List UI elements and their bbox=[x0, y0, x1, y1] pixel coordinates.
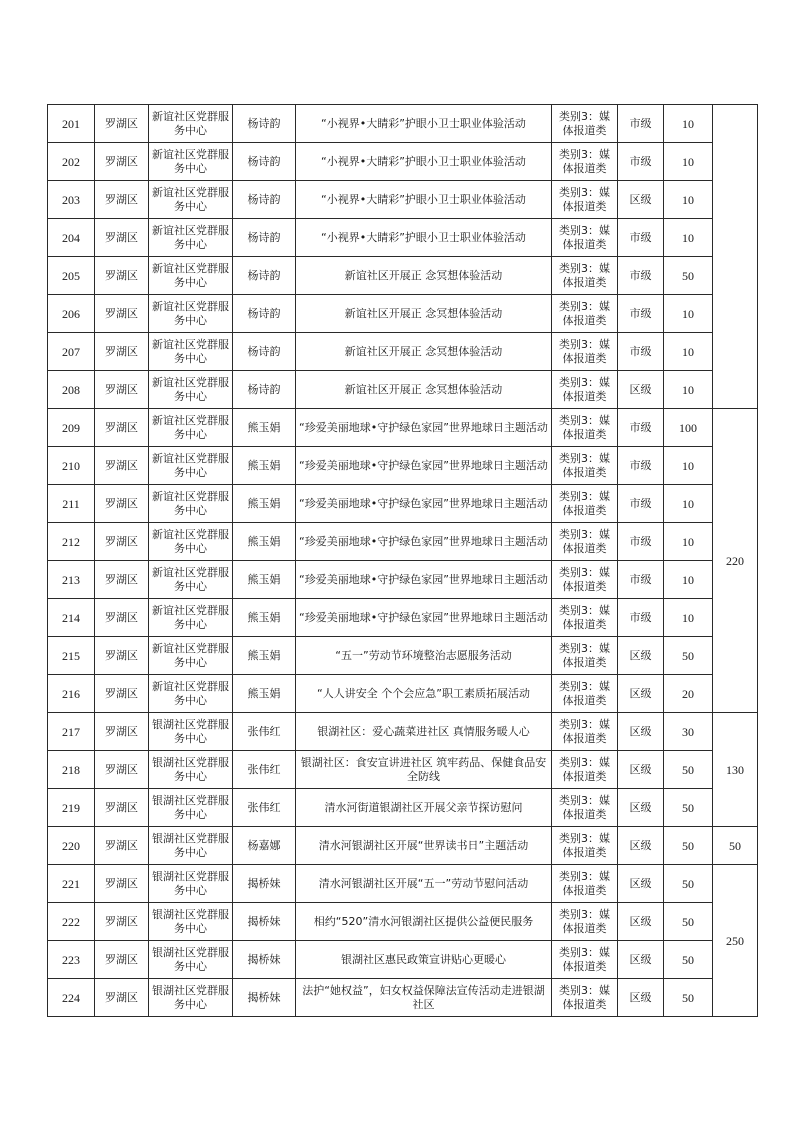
score-cell: 50 bbox=[664, 979, 713, 1017]
person-cell: 熊玉娟 bbox=[233, 523, 296, 561]
score-cell: 50 bbox=[664, 827, 713, 865]
row-number: 203 bbox=[48, 181, 95, 219]
person-cell: 熊玉娟 bbox=[233, 675, 296, 713]
organization-cell: 银湖社区党群服务中心 bbox=[149, 713, 233, 751]
table-row bbox=[48, 637, 758, 675]
row-number: 223 bbox=[48, 941, 95, 979]
table-row bbox=[48, 865, 758, 903]
level-cell: 区级 bbox=[618, 371, 664, 409]
category-cell: 类别3：媒体报道类 bbox=[552, 447, 618, 485]
district-cell: 罗湖区 bbox=[95, 257, 149, 295]
person-cell: 杨诗韵 bbox=[233, 143, 296, 181]
level-cell: 区级 bbox=[618, 865, 664, 903]
level-cell: 区级 bbox=[618, 979, 664, 1017]
score-cell: 50 bbox=[664, 941, 713, 979]
category-cell: 类别3：媒体报道类 bbox=[552, 485, 618, 523]
score-cell: 10 bbox=[664, 447, 713, 485]
activity-title-cell: “小视界•大睛彩”护眼小卫士职业体验活动 bbox=[296, 181, 552, 219]
score-cell: 10 bbox=[664, 143, 713, 181]
row-number: 213 bbox=[48, 561, 95, 599]
score-cell: 10 bbox=[664, 181, 713, 219]
organization-cell: 新谊社区党群服务中心 bbox=[149, 219, 233, 257]
organization-cell: 银湖社区党群服务中心 bbox=[149, 865, 233, 903]
person-cell: 杨嘉娜 bbox=[233, 827, 296, 865]
district-cell: 罗湖区 bbox=[95, 333, 149, 371]
score-cell: 10 bbox=[664, 333, 713, 371]
category-cell: 类别3：媒体报道类 bbox=[552, 219, 618, 257]
district-cell: 罗湖区 bbox=[95, 105, 149, 143]
district-cell: 罗湖区 bbox=[95, 181, 149, 219]
activity-title-cell: 清水河银湖社区开展“五一”劳动节慰问活动 bbox=[296, 865, 552, 903]
table-row bbox=[48, 105, 758, 143]
category-cell: 类别3：媒体报道类 bbox=[552, 409, 618, 447]
activity-title-cell: 清水河街道银湖社区开展父亲节探访慰问 bbox=[296, 789, 552, 827]
table-row bbox=[48, 523, 758, 561]
organization-cell: 银湖社区党群服务中心 bbox=[149, 903, 233, 941]
person-cell: 揭桥妹 bbox=[233, 979, 296, 1017]
score-cell: 10 bbox=[664, 105, 713, 143]
level-cell: 区级 bbox=[618, 941, 664, 979]
person-cell: 杨诗韵 bbox=[233, 219, 296, 257]
table-row bbox=[48, 561, 758, 599]
row-number: 206 bbox=[48, 295, 95, 333]
category-cell: 类别3：媒体报道类 bbox=[552, 979, 618, 1017]
score-cell: 30 bbox=[664, 713, 713, 751]
row-number: 209 bbox=[48, 409, 95, 447]
district-cell: 罗湖区 bbox=[95, 561, 149, 599]
person-cell: 张伟红 bbox=[233, 751, 296, 789]
row-number: 207 bbox=[48, 333, 95, 371]
category-cell: 类别3：媒体报道类 bbox=[552, 903, 618, 941]
person-cell: 熊玉娟 bbox=[233, 485, 296, 523]
table-row bbox=[48, 447, 758, 485]
district-cell: 罗湖区 bbox=[95, 295, 149, 333]
activity-title-cell: 新谊社区开展正 念冥想体验活动 bbox=[296, 257, 552, 295]
activity-title-cell: 法护“她权益”，妇女权益保障法宣传活动走进银湖社区 bbox=[296, 979, 552, 1017]
person-cell: 揭桥妹 bbox=[233, 941, 296, 979]
category-cell: 类别3：媒体报道类 bbox=[552, 713, 618, 751]
organization-cell: 新谊社区党群服务中心 bbox=[149, 485, 233, 523]
group-total-cell: 250 bbox=[713, 865, 758, 1017]
category-cell: 类别3：媒体报道类 bbox=[552, 751, 618, 789]
row-number: 222 bbox=[48, 903, 95, 941]
category-cell: 类别3：媒体报道类 bbox=[552, 865, 618, 903]
score-cell: 10 bbox=[664, 523, 713, 561]
organization-cell: 银湖社区党群服务中心 bbox=[149, 827, 233, 865]
level-cell: 市级 bbox=[618, 447, 664, 485]
records-table bbox=[47, 104, 758, 1017]
activity-title-cell: “珍爱美丽地球•守护绿色家园”世界地球日主题活动 bbox=[296, 447, 552, 485]
row-number: 224 bbox=[48, 979, 95, 1017]
row-number: 220 bbox=[48, 827, 95, 865]
organization-cell: 银湖社区党群服务中心 bbox=[149, 789, 233, 827]
activity-title-cell: 银湖社区：食安宣讲进社区 筑牢药品、保健食品安全防线 bbox=[296, 751, 552, 789]
level-cell: 区级 bbox=[618, 789, 664, 827]
activity-title-cell: “珍爱美丽地球•守护绿色家园”世界地球日主题活动 bbox=[296, 485, 552, 523]
row-number: 221 bbox=[48, 865, 95, 903]
row-number: 216 bbox=[48, 675, 95, 713]
category-cell: 类别3：媒体报道类 bbox=[552, 333, 618, 371]
organization-cell: 银湖社区党群服务中心 bbox=[149, 979, 233, 1017]
organization-cell: 新谊社区党群服务中心 bbox=[149, 599, 233, 637]
person-cell: 杨诗韵 bbox=[233, 295, 296, 333]
row-number: 218 bbox=[48, 751, 95, 789]
district-cell: 罗湖区 bbox=[95, 713, 149, 751]
activity-title-cell: “小视界•大睛彩”护眼小卫士职业体验活动 bbox=[296, 219, 552, 257]
score-cell: 100 bbox=[664, 409, 713, 447]
row-number: 219 bbox=[48, 789, 95, 827]
category-cell: 类别3：媒体报道类 bbox=[552, 827, 618, 865]
organization-cell: 银湖社区党群服务中心 bbox=[149, 941, 233, 979]
district-cell: 罗湖区 bbox=[95, 979, 149, 1017]
activity-title-cell: 相约“520”清水河银湖社区提供公益便民服务 bbox=[296, 903, 552, 941]
district-cell: 罗湖区 bbox=[95, 371, 149, 409]
organization-cell: 新谊社区党群服务中心 bbox=[149, 257, 233, 295]
district-cell: 罗湖区 bbox=[95, 903, 149, 941]
level-cell: 市级 bbox=[618, 257, 664, 295]
organization-cell: 新谊社区党群服务中心 bbox=[149, 143, 233, 181]
level-cell: 区级 bbox=[618, 713, 664, 751]
level-cell: 区级 bbox=[618, 675, 664, 713]
activity-title-cell: 银湖社区惠民政策宣讲贴心更暖心 bbox=[296, 941, 552, 979]
row-number: 217 bbox=[48, 713, 95, 751]
activity-title-cell: “珍爱美丽地球•守护绿色家园”世界地球日主题活动 bbox=[296, 409, 552, 447]
level-cell: 市级 bbox=[618, 143, 664, 181]
organization-cell: 新谊社区党群服务中心 bbox=[149, 637, 233, 675]
organization-cell: 新谊社区党群服务中心 bbox=[149, 447, 233, 485]
person-cell: 杨诗韵 bbox=[233, 333, 296, 371]
table-row bbox=[48, 143, 758, 181]
person-cell: 杨诗韵 bbox=[233, 371, 296, 409]
organization-cell: 新谊社区党群服务中心 bbox=[149, 561, 233, 599]
table-row bbox=[48, 979, 758, 1017]
district-cell: 罗湖区 bbox=[95, 409, 149, 447]
organization-cell: 新谊社区党群服务中心 bbox=[149, 675, 233, 713]
table-row bbox=[48, 713, 758, 751]
score-cell: 10 bbox=[664, 485, 713, 523]
person-cell: 张伟红 bbox=[233, 713, 296, 751]
score-cell: 50 bbox=[664, 903, 713, 941]
category-cell: 类别3：媒体报道类 bbox=[552, 675, 618, 713]
district-cell: 罗湖区 bbox=[95, 523, 149, 561]
score-cell: 50 bbox=[664, 865, 713, 903]
row-number: 202 bbox=[48, 143, 95, 181]
category-cell: 类别3：媒体报道类 bbox=[552, 295, 618, 333]
record-sheet bbox=[47, 104, 758, 1017]
score-cell: 10 bbox=[664, 599, 713, 637]
category-cell: 类别3：媒体报道类 bbox=[552, 143, 618, 181]
district-cell: 罗湖区 bbox=[95, 219, 149, 257]
table-row bbox=[48, 789, 758, 827]
level-cell: 市级 bbox=[618, 105, 664, 143]
level-cell: 市级 bbox=[618, 523, 664, 561]
district-cell: 罗湖区 bbox=[95, 675, 149, 713]
score-cell: 10 bbox=[664, 295, 713, 333]
person-cell: 张伟红 bbox=[233, 789, 296, 827]
group-total-cell: 50 bbox=[713, 827, 758, 865]
table-row bbox=[48, 371, 758, 409]
table-row bbox=[48, 941, 758, 979]
score-cell: 50 bbox=[664, 637, 713, 675]
person-cell: 熊玉娟 bbox=[233, 409, 296, 447]
group-total-cell: 130 bbox=[713, 713, 758, 827]
district-cell: 罗湖区 bbox=[95, 751, 149, 789]
score-cell: 10 bbox=[664, 371, 713, 409]
person-cell: 揭桥妹 bbox=[233, 903, 296, 941]
table-row bbox=[48, 675, 758, 713]
level-cell: 区级 bbox=[618, 637, 664, 675]
activity-title-cell: 新谊社区开展正 念冥想体验活动 bbox=[296, 333, 552, 371]
category-cell: 类别3：媒体报道类 bbox=[552, 105, 618, 143]
table-row bbox=[48, 827, 758, 865]
row-number: 208 bbox=[48, 371, 95, 409]
level-cell: 市级 bbox=[618, 599, 664, 637]
row-number: 214 bbox=[48, 599, 95, 637]
table-row bbox=[48, 333, 758, 371]
category-cell: 类别3：媒体报道类 bbox=[552, 599, 618, 637]
activity-title-cell: “小视界•大睛彩”护眼小卫士职业体验活动 bbox=[296, 105, 552, 143]
district-cell: 罗湖区 bbox=[95, 941, 149, 979]
level-cell: 市级 bbox=[618, 485, 664, 523]
person-cell: 揭桥妹 bbox=[233, 865, 296, 903]
category-cell: 类别3：媒体报道类 bbox=[552, 561, 618, 599]
district-cell: 罗湖区 bbox=[95, 447, 149, 485]
person-cell: 熊玉娟 bbox=[233, 447, 296, 485]
organization-cell: 新谊社区党群服务中心 bbox=[149, 295, 233, 333]
district-cell: 罗湖区 bbox=[95, 485, 149, 523]
activity-title-cell: 银湖社区：爱心蔬菜进社区 真情服务暖人心 bbox=[296, 713, 552, 751]
person-cell: 熊玉娟 bbox=[233, 637, 296, 675]
activity-title-cell: “人人讲安全 个个会应急”职工素质拓展活动 bbox=[296, 675, 552, 713]
level-cell: 市级 bbox=[618, 295, 664, 333]
score-cell: 10 bbox=[664, 561, 713, 599]
level-cell: 区级 bbox=[618, 181, 664, 219]
table-row bbox=[48, 751, 758, 789]
table-row bbox=[48, 181, 758, 219]
activity-title-cell: 新谊社区开展正 念冥想体验活动 bbox=[296, 295, 552, 333]
organization-cell: 新谊社区党群服务中心 bbox=[149, 181, 233, 219]
table-body bbox=[48, 105, 758, 1017]
person-cell: 杨诗韵 bbox=[233, 105, 296, 143]
row-number: 205 bbox=[48, 257, 95, 295]
person-cell: 杨诗韵 bbox=[233, 257, 296, 295]
district-cell: 罗湖区 bbox=[95, 789, 149, 827]
row-number: 204 bbox=[48, 219, 95, 257]
row-number: 201 bbox=[48, 105, 95, 143]
organization-cell: 银湖社区党群服务中心 bbox=[149, 751, 233, 789]
organization-cell: 新谊社区党群服务中心 bbox=[149, 523, 233, 561]
activity-title-cell: “珍爱美丽地球•守护绿色家园”世界地球日主题活动 bbox=[296, 561, 552, 599]
category-cell: 类别3：媒体报道类 bbox=[552, 637, 618, 675]
activity-title-cell: 清水河银湖社区开展“世界读书日”主题活动 bbox=[296, 827, 552, 865]
activity-title-cell: “小视界•大睛彩”护眼小卫士职业体验活动 bbox=[296, 143, 552, 181]
level-cell: 区级 bbox=[618, 827, 664, 865]
organization-cell: 新谊社区党群服务中心 bbox=[149, 105, 233, 143]
score-cell: 10 bbox=[664, 219, 713, 257]
row-number: 212 bbox=[48, 523, 95, 561]
level-cell: 市级 bbox=[618, 561, 664, 599]
district-cell: 罗湖区 bbox=[95, 865, 149, 903]
activity-title-cell: “珍爱美丽地球•守护绿色家园”世界地球日主题活动 bbox=[296, 523, 552, 561]
category-cell: 类别3：媒体报道类 bbox=[552, 371, 618, 409]
score-cell: 50 bbox=[664, 257, 713, 295]
person-cell: 熊玉娟 bbox=[233, 561, 296, 599]
group-total-cell bbox=[713, 105, 758, 409]
level-cell: 市级 bbox=[618, 333, 664, 371]
organization-cell: 新谊社区党群服务中心 bbox=[149, 409, 233, 447]
score-cell: 50 bbox=[664, 789, 713, 827]
organization-cell: 新谊社区党群服务中心 bbox=[149, 371, 233, 409]
person-cell: 杨诗韵 bbox=[233, 181, 296, 219]
activity-title-cell: “五一”劳动节环境整治志愿服务活动 bbox=[296, 637, 552, 675]
table-row bbox=[48, 409, 758, 447]
district-cell: 罗湖区 bbox=[95, 827, 149, 865]
table-row bbox=[48, 219, 758, 257]
category-cell: 类别3：媒体报道类 bbox=[552, 789, 618, 827]
group-total-cell: 220 bbox=[713, 409, 758, 713]
level-cell: 区级 bbox=[618, 751, 664, 789]
table-row bbox=[48, 257, 758, 295]
level-cell: 市级 bbox=[618, 219, 664, 257]
district-cell: 罗湖区 bbox=[95, 143, 149, 181]
table-row bbox=[48, 295, 758, 333]
level-cell: 区级 bbox=[618, 903, 664, 941]
row-number: 210 bbox=[48, 447, 95, 485]
category-cell: 类别3：媒体报道类 bbox=[552, 257, 618, 295]
category-cell: 类别3：媒体报道类 bbox=[552, 523, 618, 561]
score-cell: 20 bbox=[664, 675, 713, 713]
row-number: 211 bbox=[48, 485, 95, 523]
category-cell: 类别3：媒体报道类 bbox=[552, 941, 618, 979]
activity-title-cell: 新谊社区开展正 念冥想体验活动 bbox=[296, 371, 552, 409]
row-number: 215 bbox=[48, 637, 95, 675]
person-cell: 熊玉娟 bbox=[233, 599, 296, 637]
district-cell: 罗湖区 bbox=[95, 599, 149, 637]
organization-cell: 新谊社区党群服务中心 bbox=[149, 333, 233, 371]
table-row bbox=[48, 485, 758, 523]
score-cell: 50 bbox=[664, 751, 713, 789]
category-cell: 类别3：媒体报道类 bbox=[552, 181, 618, 219]
table-row bbox=[48, 599, 758, 637]
table-row bbox=[48, 903, 758, 941]
district-cell: 罗湖区 bbox=[95, 637, 149, 675]
level-cell: 市级 bbox=[618, 409, 664, 447]
activity-title-cell: “珍爱美丽地球•守护绿色家园”世界地球日主题活动 bbox=[296, 599, 552, 637]
